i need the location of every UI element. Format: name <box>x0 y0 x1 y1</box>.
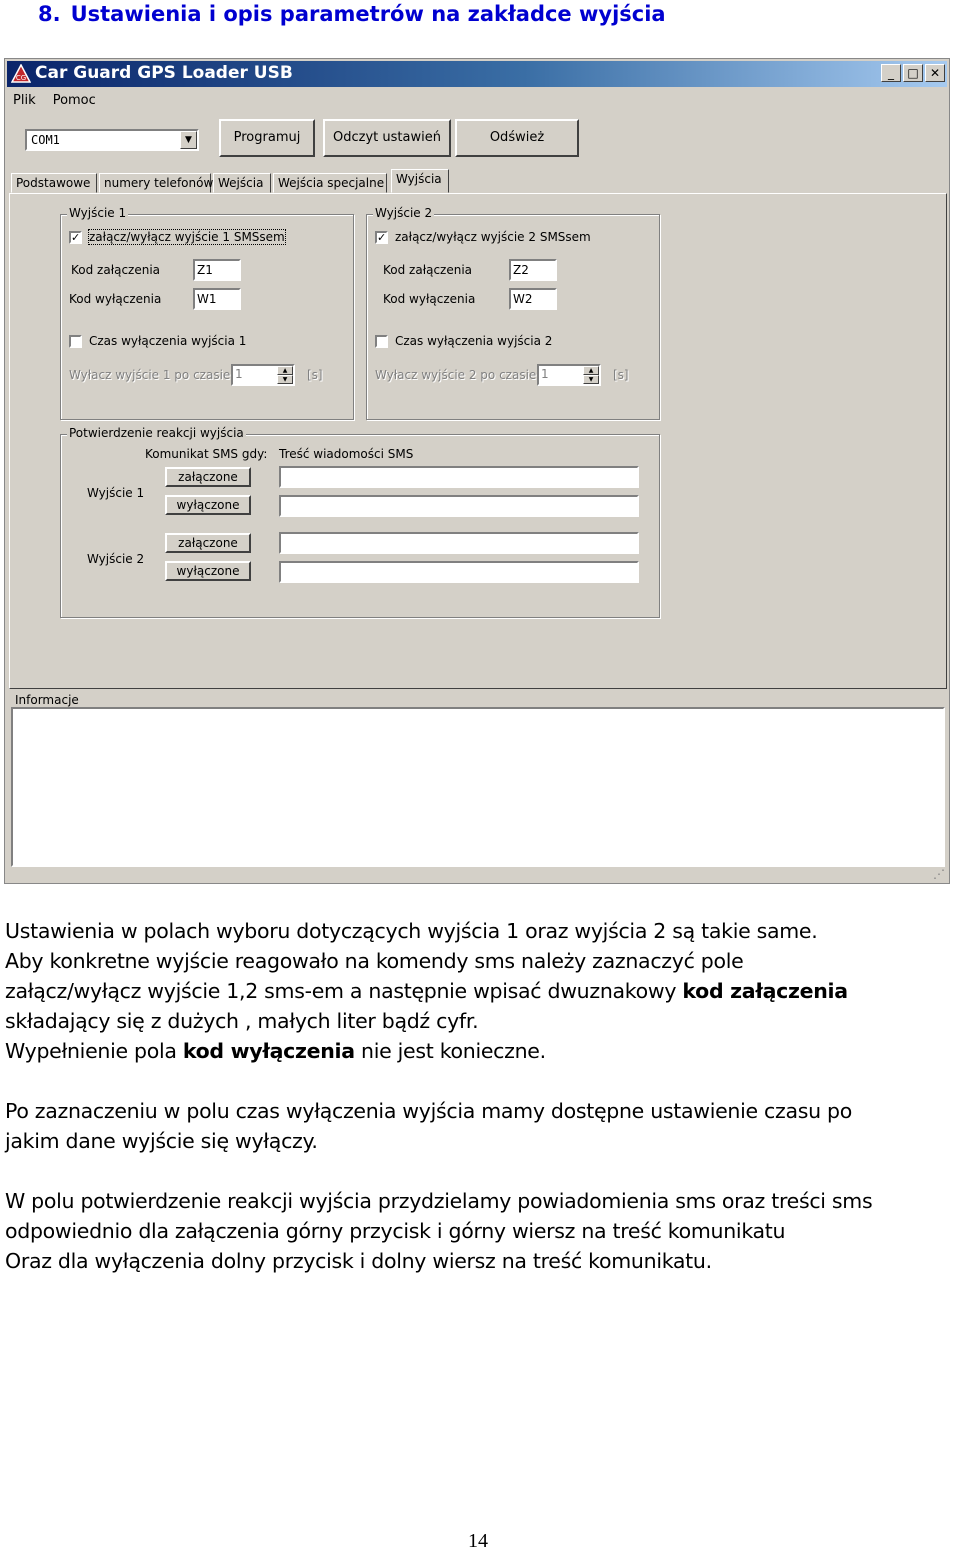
p1-line5c: nie jest konieczne. <box>354 1039 546 1063</box>
outputs-tab-panel <box>9 193 947 689</box>
spinner-buttons <box>583 366 599 384</box>
spinner-buttons <box>277 366 293 384</box>
minimize-button[interactable]: _ <box>881 64 901 82</box>
confirm-output2-label: Wyjście 2 <box>87 552 145 566</box>
output2-on-button[interactable]: załączone <box>165 533 251 553</box>
output2-off-button[interactable]: wyłączone <box>165 561 251 581</box>
output2-on-sms-text[interactable] <box>279 532 639 554</box>
output2-off-sms-text[interactable] <box>279 561 639 583</box>
maximize-button[interactable]: □ <box>903 64 923 82</box>
tab-wejscia[interactable]: Wejścia <box>213 173 271 193</box>
output2-off-code-input[interactable]: W2 <box>509 288 557 310</box>
output1-timer-label: Wyłacz wyjście 1 po czasie <box>69 368 231 382</box>
p1-line3b: kod załączenia <box>682 979 848 1003</box>
window-title: Car Guard GPS Loader USB <box>35 63 293 83</box>
refresh-button[interactable]: Odśwież <box>455 119 579 157</box>
p1-line5a: Wypełnienie pola <box>5 1039 183 1063</box>
info-textarea[interactable] <box>11 707 945 867</box>
output1-timer-value: 1 <box>235 367 243 381</box>
p1-line2: Aby konkretne wyjście reagowało na komendy sms należy zaznaczyć pole <box>5 949 744 973</box>
spin-down-icon[interactable]: ▼ <box>583 375 599 384</box>
spin-up-icon[interactable]: ▲ <box>583 366 599 375</box>
tab-podstawowe[interactable]: Podstawowe <box>11 173 97 193</box>
chevron-down-icon[interactable]: ▼ <box>180 131 197 149</box>
output1-off-sms-text[interactable] <box>279 495 639 517</box>
paragraph-3 <box>5 1186 872 1276</box>
output1-on-button[interactable]: załączone <box>165 467 251 487</box>
p3-line2: odpowiednio dla załączenia górny przycisk i górny wiersz na treść komunikatu <box>5 1219 786 1243</box>
paragraph-2 <box>5 1096 852 1156</box>
output1-on-sms-text[interactable] <box>279 466 639 488</box>
output1-unit: [s] <box>307 368 323 382</box>
p1-line5b: kod wyłączenia <box>182 1039 355 1063</box>
page-number: 14 <box>468 1530 488 1552</box>
sms-when-header: Komunikat SMS gdy: <box>145 447 268 461</box>
output1-timer-checkbox-label: Czas wyłączenia wyjścia 1 <box>89 334 247 348</box>
tab-wyjscia[interactable]: Wyjścia <box>391 169 449 193</box>
resize-grip-icon[interactable]: ⋰ <box>933 867 945 881</box>
p1-line1: Ustawienia w polach wyboru dotyczących wyjścia 1 oraz wyjścia 2 są takie same. <box>5 919 818 943</box>
output1-group-label: Wyjście 1 <box>69 206 127 220</box>
p3-line1: W polu potwierdzenie reakcji wyjścia przydzielamy powiadomienia sms oraz treści sms <box>5 1189 873 1213</box>
tab-wejscia-specjalne[interactable]: Wejścia specjalne <box>273 173 387 193</box>
output1-group <box>60 206 354 420</box>
close-button[interactable]: ✕ <box>925 64 945 82</box>
menu-plik[interactable]: Plik <box>13 93 36 108</box>
menu-bar <box>7 89 102 109</box>
output2-on-code-label: Kod załączenia <box>383 263 473 277</box>
read-settings-button[interactable]: Odczyt ustawień <box>323 119 451 157</box>
p1-line4: składający się z dużych , małych liter bądź cyfr. <box>5 1009 479 1033</box>
port-select[interactable] <box>25 129 199 151</box>
menu-pomoc[interactable]: Pomoc <box>52 93 96 108</box>
output2-timer-spinner[interactable] <box>537 364 601 386</box>
output2-timer-value: 1 <box>541 367 549 381</box>
output2-group-label: Wyjście 2 <box>375 206 433 220</box>
output1-on-code-label: Kod załączenia <box>71 263 161 277</box>
svg-text:CG: CG <box>15 74 27 82</box>
info-panel <box>9 693 947 871</box>
output1-sms-checkbox[interactable]: ✓ <box>71 231 81 244</box>
program-button[interactable]: Programuj <box>219 119 315 157</box>
output2-timer-label: Wyłacz wyjście 2 po czasie <box>375 368 537 382</box>
output2-sms-label: załącz/wyłącz wyjście 2 SMSsem <box>395 230 591 244</box>
output1-on-code-input[interactable]: Z1 <box>193 259 241 281</box>
confirm-output1-label: Wyjście 1 <box>87 486 145 500</box>
p2-line2: jakim dane wyjście się wyłączy. <box>5 1129 318 1153</box>
output1-off-button[interactable]: wyłączone <box>165 495 251 515</box>
output2-timer-checkbox[interactable] <box>375 335 388 348</box>
output1-timer-checkbox[interactable] <box>69 335 82 348</box>
port-value: COM1 <box>31 133 60 147</box>
p2-line1: Po zaznaczeniu w polu czas wyłączenia wyjścia mamy dostępne ustawienie czasu po <box>5 1099 852 1123</box>
output2-off-code-label: Kod wyłączenia <box>383 292 476 306</box>
output2-unit: [s] <box>613 368 629 382</box>
output2-on-code-input[interactable]: Z2 <box>509 259 557 281</box>
output2-group <box>366 206 660 420</box>
app-icon <box>11 64 31 84</box>
spin-down-icon[interactable]: ▼ <box>277 375 293 384</box>
output1-timer-spinner[interactable] <box>231 364 295 386</box>
title-bar <box>7 61 947 87</box>
confirmation-group-label: Potwierdzenie reakcji wyjścia <box>69 426 244 440</box>
confirmation-group <box>60 426 660 618</box>
paragraph-1 <box>5 916 848 1066</box>
info-label: Informacje <box>15 693 79 707</box>
output1-off-code-input[interactable]: W1 <box>193 288 241 310</box>
output2-sms-checkbox[interactable]: ✓ <box>377 231 387 244</box>
section-heading <box>38 2 666 26</box>
p3-line3: Oraz dla wyłączenia dolny przycisk i dolny wiersz na treść komunikatu. <box>5 1249 712 1273</box>
app-window <box>4 58 950 884</box>
output1-sms-label: załącz/wyłącz wyjście 1 SMSsem <box>89 230 285 244</box>
tab-numery-telefonow[interactable]: numery telefonów <box>99 173 211 193</box>
section-number: 8. <box>38 2 61 26</box>
spin-up-icon[interactable]: ▲ <box>277 366 293 375</box>
sms-text-header: Treść wiadomości SMS <box>279 447 414 461</box>
p1-line3a: załącz/wyłącz wyjście 1,2 sms-em a następnie wpisać dwuznakowy <box>5 979 683 1003</box>
output1-off-code-label: Kod wyłączenia <box>69 292 162 306</box>
output2-timer-checkbox-label: Czas wyłączenia wyjścia 2 <box>395 334 553 348</box>
section-title: Ustawienia i opis parametrów na zakładce wyjścia <box>70 2 666 26</box>
